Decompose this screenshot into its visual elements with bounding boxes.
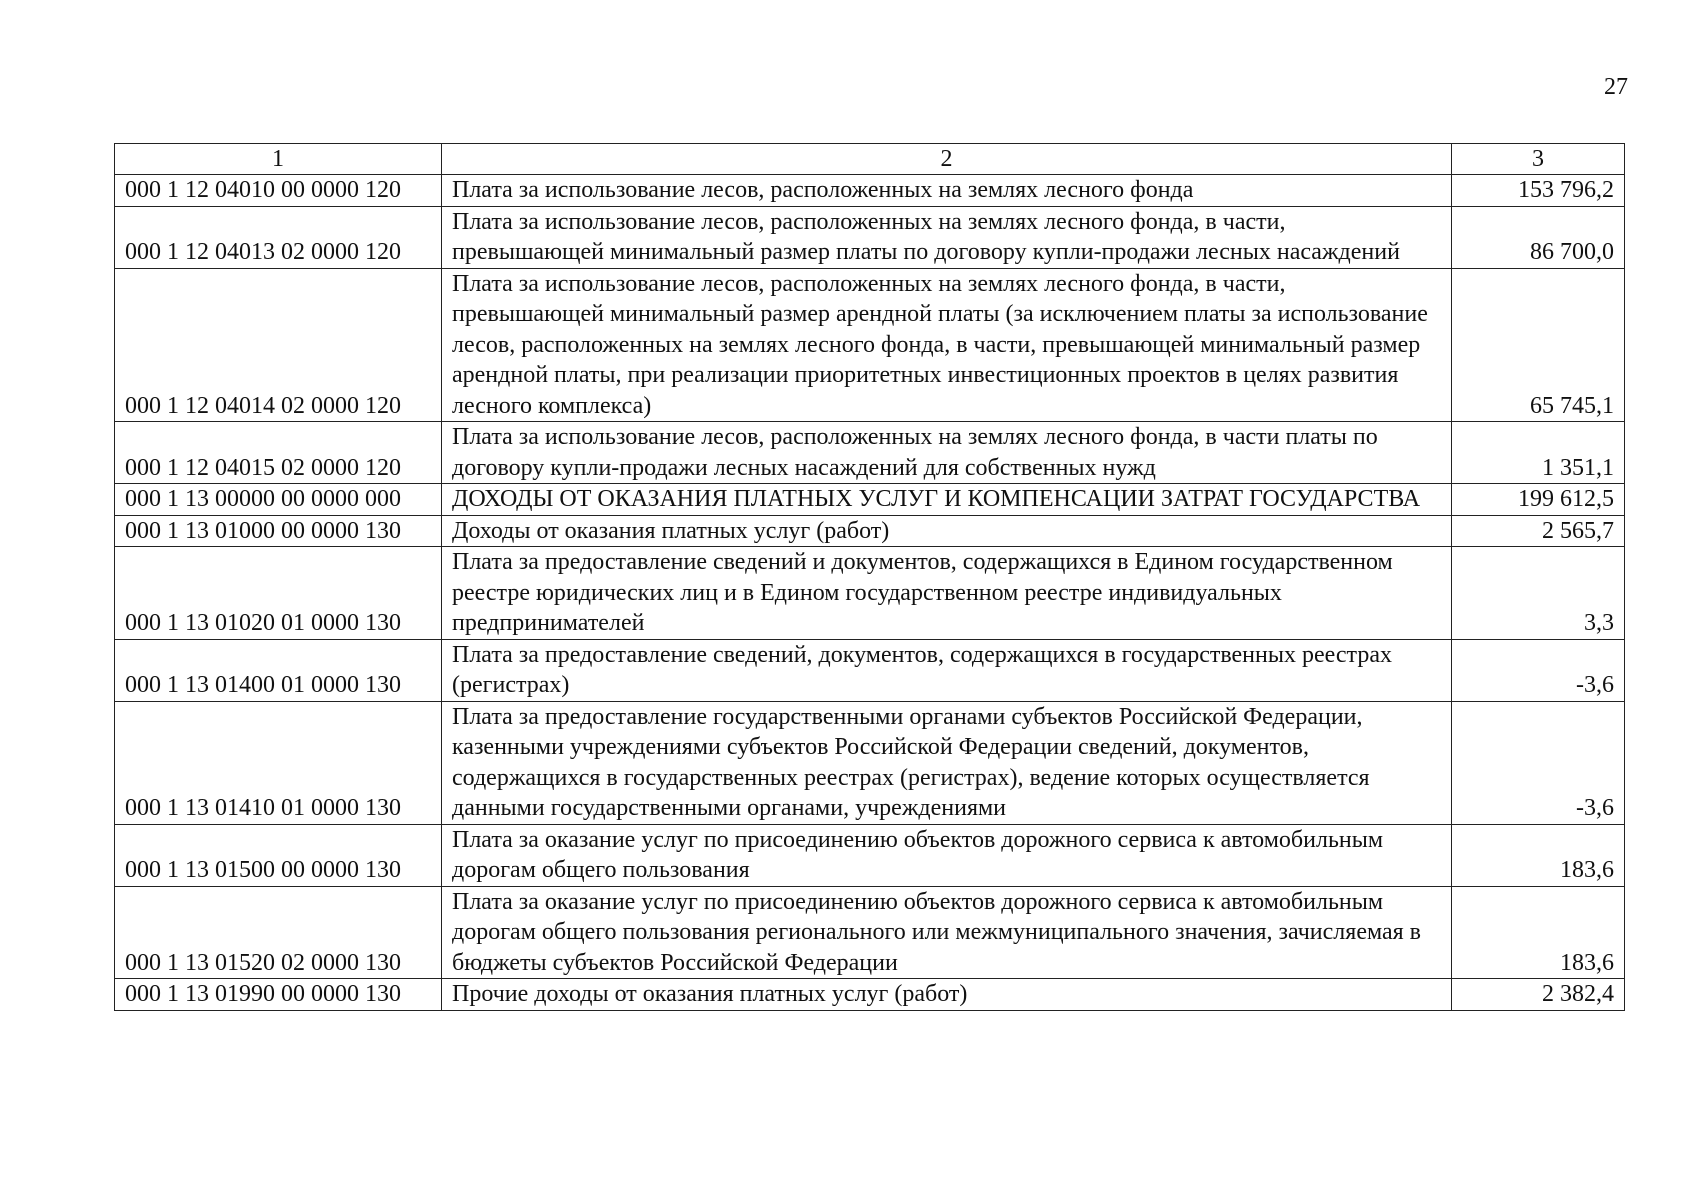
row-code: 000 1 13 01520 02 0000 130 <box>115 886 442 979</box>
row-value: 153 796,2 <box>1452 175 1625 207</box>
table-row <box>115 547 1625 640</box>
row-value: -3,6 <box>1452 639 1625 701</box>
table-row <box>115 824 1625 886</box>
row-code: 000 1 13 01410 01 0000 130 <box>115 701 442 824</box>
table-row <box>115 484 1625 516</box>
row-value: 183,6 <box>1452 824 1625 886</box>
table-row <box>115 979 1625 1011</box>
row-value: 3,3 <box>1452 547 1625 640</box>
column-header-value: 3 <box>1452 144 1625 175</box>
row-value: 65 745,1 <box>1452 268 1625 422</box>
row-code: 000 1 13 00000 00 0000 000 <box>115 484 442 516</box>
row-value: 86 700,0 <box>1452 206 1625 268</box>
table-row <box>115 175 1625 207</box>
row-name: Плата за предоставление сведений и документов, содержащихся в Едином государственном реестре юридических лиц и в Едином государственном реестре индивидуальных предпринимателей <box>442 547 1452 640</box>
table-row <box>115 886 1625 979</box>
table-row <box>115 639 1625 701</box>
table-row <box>115 268 1625 422</box>
row-name: Плата за предоставление государственными органами субъектов Российской Федерации, казенными учреждениями субъектов Российской Федерации сведений, документов, содержащихся в государственных реестрах (регистрах), ведение которых осуществляется данными государственными органами, учреждениями <box>442 701 1452 824</box>
row-name: Плата за использование лесов, расположенных на землях лесного фонда <box>442 175 1452 207</box>
row-name: ДОХОДЫ ОТ ОКАЗАНИЯ ПЛАТНЫХ УСЛУГ И КОМПЕНСАЦИИ ЗАТРАТ ГОСУДАРСТВА <box>442 484 1452 516</box>
row-value: 1 351,1 <box>1452 422 1625 484</box>
row-value: 199 612,5 <box>1452 484 1625 516</box>
row-code: 000 1 12 04014 02 0000 120 <box>115 268 442 422</box>
page-number: 27 <box>1604 74 1628 100</box>
row-code: 000 1 13 01500 00 0000 130 <box>115 824 442 886</box>
row-code: 000 1 13 01990 00 0000 130 <box>115 979 442 1011</box>
row-code: 000 1 12 04013 02 0000 120 <box>115 206 442 268</box>
row-name: Плата за оказание услуг по присоединению объектов дорожного сервиса к автомобильным дорогам общего пользования <box>442 824 1452 886</box>
row-value: 183,6 <box>1452 886 1625 979</box>
row-code: 000 1 13 01020 01 0000 130 <box>115 547 442 640</box>
row-value: 2 565,7 <box>1452 515 1625 547</box>
row-name: Прочие доходы от оказания платных услуг (работ) <box>442 979 1452 1011</box>
row-name: Плата за использование лесов, расположенных на землях лесного фонда, в части, превышающей минимальный размер платы по договору купли-продажи лесных насаждений <box>442 206 1452 268</box>
row-code: 000 1 13 01400 01 0000 130 <box>115 639 442 701</box>
row-name: Плата за использование лесов, расположенных на землях лесного фонда, в части платы по договору купли-продажи лесных насаждений для собственных нужд <box>442 422 1452 484</box>
row-value: 2 382,4 <box>1452 979 1625 1011</box>
table-row <box>115 422 1625 484</box>
table-row <box>115 701 1625 824</box>
column-header-code: 1 <box>115 144 442 175</box>
table-header-row <box>115 144 1625 175</box>
row-name: Доходы от оказания платных услуг (работ) <box>442 515 1452 547</box>
column-header-name: 2 <box>442 144 1452 175</box>
table-row <box>115 515 1625 547</box>
table-row <box>115 206 1625 268</box>
row-value: -3,6 <box>1452 701 1625 824</box>
row-code: 000 1 12 04010 00 0000 120 <box>115 175 442 207</box>
revenue-table <box>114 143 1625 1011</box>
row-code: 000 1 12 04015 02 0000 120 <box>115 422 442 484</box>
row-name: Плата за оказание услуг по присоединению объектов дорожного сервиса к автомобильным дорогам общего пользования регионального или межмуниципального значения, зачисляемая в бюджеты субъектов Российской Федерации <box>442 886 1452 979</box>
row-code: 000 1 13 01000 00 0000 130 <box>115 515 442 547</box>
row-name: Плата за использование лесов, расположенных на землях лесного фонда, в части, превышающей минимальный размер арендной платы (за исключением платы за использование лесов, расположенных на землях лесного фонда, в части, превышающей минимальный размер арендной платы, при реализации приоритетных инвестиционных проектов в целях развития лесного комплекса) <box>442 268 1452 422</box>
row-name: Плата за предоставление сведений, документов, содержащихся в государственных реестрах (регистрах) <box>442 639 1452 701</box>
